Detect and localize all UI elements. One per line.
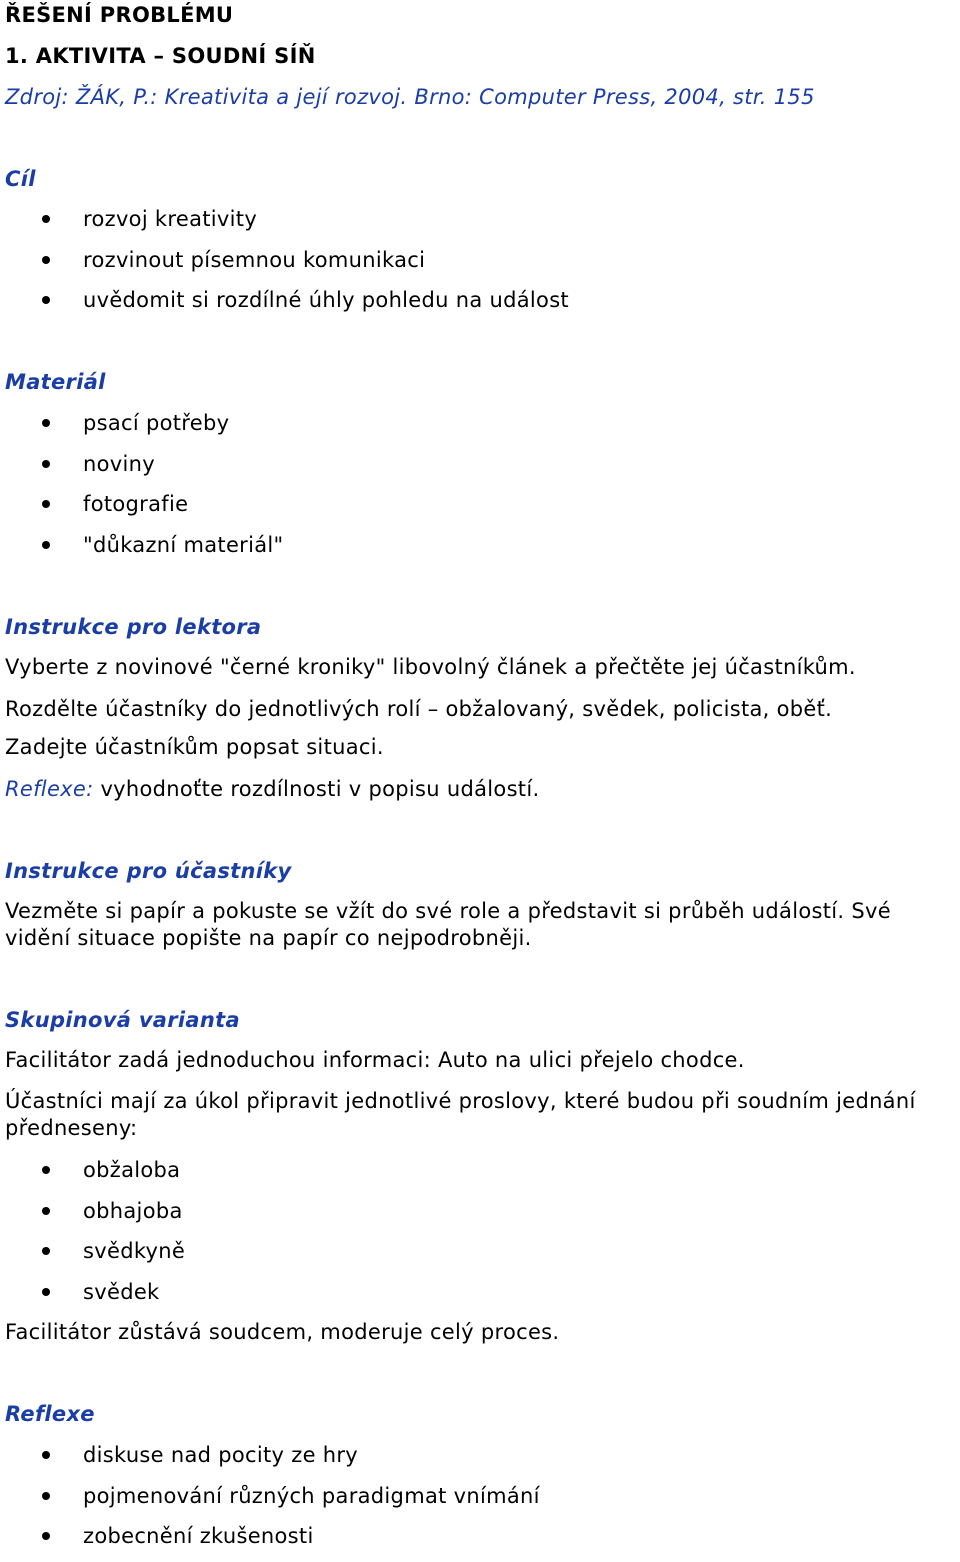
material-heading: Materiál xyxy=(5,370,106,394)
list-item: psací potřeby xyxy=(5,408,284,449)
reflection-list xyxy=(5,1440,540,1562)
bullet-icon xyxy=(42,1288,50,1296)
bullet-icon xyxy=(42,1451,50,1459)
activity-title: 1. AKTIVITA – SOUDNÍ SÍŇ xyxy=(5,44,316,68)
list-item: rozvoj kreativity xyxy=(5,204,569,245)
list-item: rozvinout písemnou komunikaci xyxy=(5,245,569,286)
reflex-text: vyhodnoťte rozdílnosti v popisu událostí. xyxy=(93,777,540,801)
lecturer-line-3: Zadejte účastníkům popsat situaci. xyxy=(5,735,384,759)
group-line-1: Facilitátor zadá jednoduchou informaci: Auto na ulici přejelo chodce. xyxy=(5,1048,745,1072)
lecturer-line-1: Vyberte z novinové "černé kroniky" libovolný článek a přečtěte jej účastníkům. xyxy=(5,655,856,679)
bullet-icon xyxy=(42,541,50,549)
list-item: noviny xyxy=(5,449,284,490)
list-item: "důkazní materiál" xyxy=(5,530,284,571)
bullet-icon xyxy=(42,1166,50,1174)
bullet-icon xyxy=(42,1492,50,1500)
participants-heading: Instrukce pro účastníky xyxy=(5,859,292,883)
document-title: ŘEŠENÍ PROBLÉMU xyxy=(5,3,234,27)
list-item: obhajoba xyxy=(5,1196,185,1237)
list-item: svědkyně xyxy=(5,1236,185,1277)
list-item: fotografie xyxy=(5,489,284,530)
bullet-icon xyxy=(42,460,50,468)
list-item: svědek xyxy=(5,1277,185,1318)
bullet-icon xyxy=(42,1247,50,1255)
lecturer-line-2: Rozdělte účastníky do jednotlivých rolí – obžalovaný, svědek, policista, oběť. xyxy=(5,697,833,721)
goal-heading: Cíl xyxy=(5,167,36,191)
bullet-icon xyxy=(42,256,50,264)
source-citation: Zdroj: ŽÁK, P.: Kreativita a její rozvoj. Brno: Computer Press, 2004, str. 155 xyxy=(5,85,815,109)
list-item: pojmenování různých paradigmat vnímání xyxy=(5,1481,540,1522)
lecturer-reflex xyxy=(5,776,539,803)
goal-list xyxy=(5,204,569,326)
list-item: diskuse nad pocity ze hry xyxy=(5,1440,540,1481)
reflection-heading: Reflexe xyxy=(5,1402,95,1426)
bullet-icon xyxy=(42,419,50,427)
bullet-icon xyxy=(42,296,50,304)
reflex-label: Reflexe: xyxy=(5,777,94,801)
bullet-icon xyxy=(42,215,50,223)
group-list xyxy=(5,1155,185,1317)
group-line-2: Účastníci mají za úkol připravit jednotlivé proslovy, které budou při soudním jednání předneseny: xyxy=(5,1089,916,1140)
participants-text: Vezměte si papír a pokuste se vžít do své role a představit si průběh událostí. Své vidění situace popište na papír co nejpodrobněji. xyxy=(5,899,891,950)
bullet-icon xyxy=(42,1532,50,1540)
group-heading: Skupinová varianta xyxy=(5,1008,240,1032)
list-item: zobecnění zkušenosti xyxy=(5,1521,540,1562)
lecturer-heading: Instrukce pro lektora xyxy=(5,615,262,639)
material-list xyxy=(5,408,284,570)
bullet-icon xyxy=(42,1207,50,1215)
group-line-3: Facilitátor zůstává soudcem, moderuje celý proces. xyxy=(5,1320,560,1344)
list-item: obžaloba xyxy=(5,1155,185,1196)
list-item: uvědomit si rozdílné úhly pohledu na událost xyxy=(5,285,569,326)
bullet-icon xyxy=(42,500,50,508)
